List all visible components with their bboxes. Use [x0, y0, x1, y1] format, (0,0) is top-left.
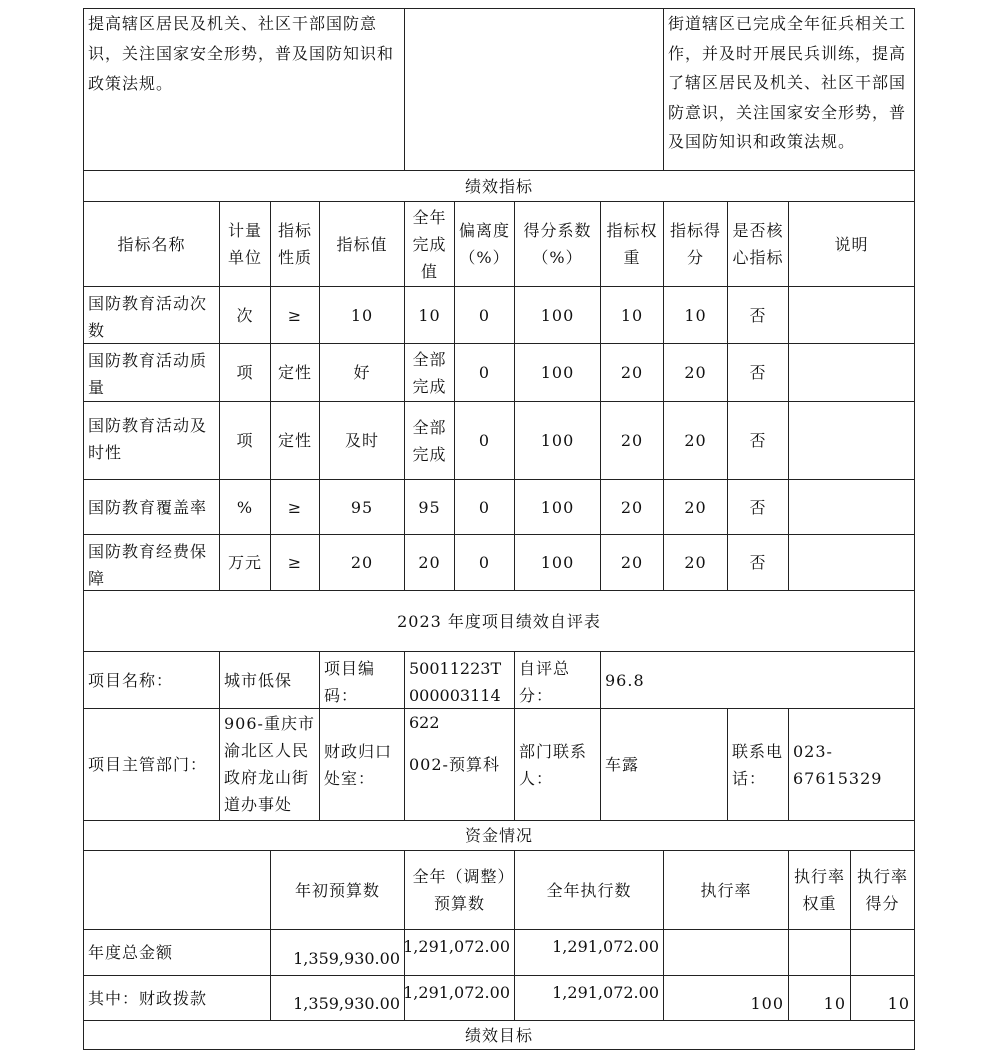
performance-goals-section-title: 绩效目标 [464, 1025, 533, 1045]
header-score-coefficient: 得分系数（%） [523, 221, 592, 267]
indicator-score: 20 [684, 431, 707, 450]
header-remarks: 说明 [834, 234, 869, 254]
indicator-name: 国防教育覆盖率 [88, 497, 208, 517]
indicator-nature: ≥ [287, 497, 303, 517]
funds-row-label: 年度总金额 [88, 943, 174, 962]
project-name-value: 城市低保 [224, 670, 293, 690]
indicator-target: 10 [350, 305, 374, 325]
department-label: 项目主管部门： [88, 755, 208, 774]
indicator-weight: 20 [620, 553, 644, 572]
indicator-nature: 定性 [277, 431, 312, 450]
indicator-coefficient: 100 [540, 431, 575, 450]
indicator-deviation: 0 [478, 553, 491, 572]
funds-header-rate-weight: 执行率权重 [793, 867, 845, 913]
indicator-unit: 项 [236, 431, 254, 450]
indicator-remarks [789, 402, 914, 479]
phone-label: 联系电话： [732, 741, 784, 788]
indicator-unit: % [236, 497, 254, 517]
indicator-name: 国防教育活动质量 [88, 351, 208, 397]
funds-rate-weight: 10 [823, 994, 846, 1013]
header-nature: 指标性质 [277, 221, 312, 267]
indicator-coefficient: 100 [540, 553, 575, 572]
table-title: 2023 年度项目绩效自评表 [397, 611, 601, 631]
funds-rate-weight [789, 930, 850, 975]
indicator-actual: 10 [418, 305, 441, 325]
finance-office-value: 002-预算科 [409, 755, 500, 774]
indicator-name: 国防教育经费保障 [88, 542, 208, 588]
funds-executed: 1,291,072.00 [552, 983, 659, 1002]
funds-header-blank [84, 851, 270, 929]
indicator-core: 否 [749, 305, 767, 325]
funds-executed: 1,291,072.00 [552, 937, 659, 956]
indicator-actual: 全部完成 [412, 349, 447, 396]
header-weight: 指标权重 [606, 221, 658, 267]
indicator-core: 否 [749, 431, 767, 450]
funds-rate-score: 10 [887, 994, 910, 1013]
indicator-score: 10 [684, 305, 707, 325]
goal-text-left: 提高辖区居民及机关、社区干部国防意识，关注国家安全形势，普及国防知识和政策法规。 [88, 14, 395, 93]
project-code-label: 项目编码： [324, 659, 376, 705]
indicator-name: 国防教育活动及时性 [88, 416, 208, 462]
funds-rate-score [851, 930, 914, 975]
indicator-actual: 全部完成 [412, 417, 447, 464]
indicators-section-title: 绩效指标 [464, 176, 533, 196]
funds-adjusted-budget: 1,291,072.00 [403, 983, 510, 1002]
phone-value: 023-67615329 [793, 741, 883, 788]
project-name-label: 项目名称： [88, 670, 174, 690]
indicator-actual: 20 [418, 553, 441, 572]
indicator-weight: 20 [620, 363, 644, 382]
funds-execution-rate: 100 [750, 994, 784, 1013]
funds-header-execution-rate: 执行率 [700, 880, 752, 900]
funds-initial-budget: 1,359,930.00 [293, 949, 400, 968]
indicator-target: 好 [353, 363, 371, 382]
funds-header-initial-budget: 年初预算数 [294, 880, 380, 900]
indicator-nature: 定性 [277, 363, 312, 382]
self-score-label: 自评总分： [519, 659, 571, 705]
department-value: 906-重庆市渝北区人民政府龙山街道办事处 [224, 714, 315, 814]
indicator-score: 20 [684, 497, 707, 517]
contact-person-value: 车露 [605, 755, 640, 774]
header-target-value: 指标值 [336, 234, 388, 254]
indicator-coefficient: 100 [540, 305, 575, 325]
indicator-coefficient: 100 [540, 363, 575, 382]
indicator-target: 95 [350, 497, 374, 517]
indicator-unit: 万元 [227, 553, 262, 572]
goal-text-right: 街道辖区已完成全年征兵相关工作，并及时开展民兵训练，提高了辖区居民及机关、社区干部国防意识，关注国家安全形势，普及国防知识和政策法规。 [668, 14, 907, 151]
header-core-indicator: 是否核心指标 [732, 221, 784, 267]
indicator-score: 20 [684, 553, 707, 572]
indicator-deviation: 0 [478, 431, 491, 450]
header-deviation: 偏离度（%） [459, 221, 511, 267]
header-indicator-score: 指标得分 [669, 221, 721, 267]
indicator-weight: 20 [620, 431, 644, 450]
indicator-nature: ≥ [287, 553, 303, 572]
indicator-target: 20 [350, 553, 374, 572]
indicator-score: 20 [684, 363, 707, 382]
indicator-core: 否 [749, 553, 767, 572]
indicator-actual: 95 [418, 497, 441, 517]
indicator-core: 否 [749, 363, 767, 382]
indicator-coefficient: 100 [540, 497, 575, 517]
funds-header-rate-score: 执行率得分 [856, 867, 908, 913]
header-indicator-name: 指标名称 [117, 234, 186, 254]
indicator-weight: 20 [620, 497, 644, 517]
indicator-name: 国防教育活动次数 [88, 294, 208, 340]
indicator-weight: 10 [620, 305, 644, 325]
funds-execution-rate [664, 930, 788, 975]
funds-header-adjusted-budget: 全年（调整）预算数 [412, 867, 507, 913]
indicator-deviation: 0 [478, 363, 491, 382]
funds-initial-budget: 1,359,930.00 [293, 994, 400, 1013]
funds-adjusted-budget: 1,291,072.00 [403, 937, 510, 956]
project-code-value: 50011223T000003114622 [409, 659, 502, 732]
funds-row-label: 其中：财政拨款 [88, 988, 208, 1008]
finance-office-label: 财政归口处室： [324, 741, 393, 788]
indicator-nature: ≥ [287, 305, 303, 325]
indicator-remarks [789, 480, 914, 534]
header-actual-value: 全年完成值 [412, 207, 447, 281]
indicator-remarks [789, 287, 914, 343]
header-unit: 计量单位 [227, 221, 262, 267]
indicator-deviation: 0 [478, 497, 491, 517]
indicator-core: 否 [749, 497, 767, 517]
indicator-deviation: 0 [478, 305, 491, 325]
indicator-unit: 次 [236, 305, 254, 325]
funds-section-title: 资金情况 [464, 826, 533, 845]
indicator-remarks [789, 535, 914, 590]
funds-header-executed: 全年执行数 [546, 880, 632, 900]
indicator-unit: 项 [236, 363, 254, 382]
indicator-target: 及时 [344, 431, 379, 450]
contact-person-label: 部门联系人： [519, 741, 588, 788]
indicator-remarks [789, 344, 914, 401]
self-score-value: 96.8 [605, 670, 645, 690]
